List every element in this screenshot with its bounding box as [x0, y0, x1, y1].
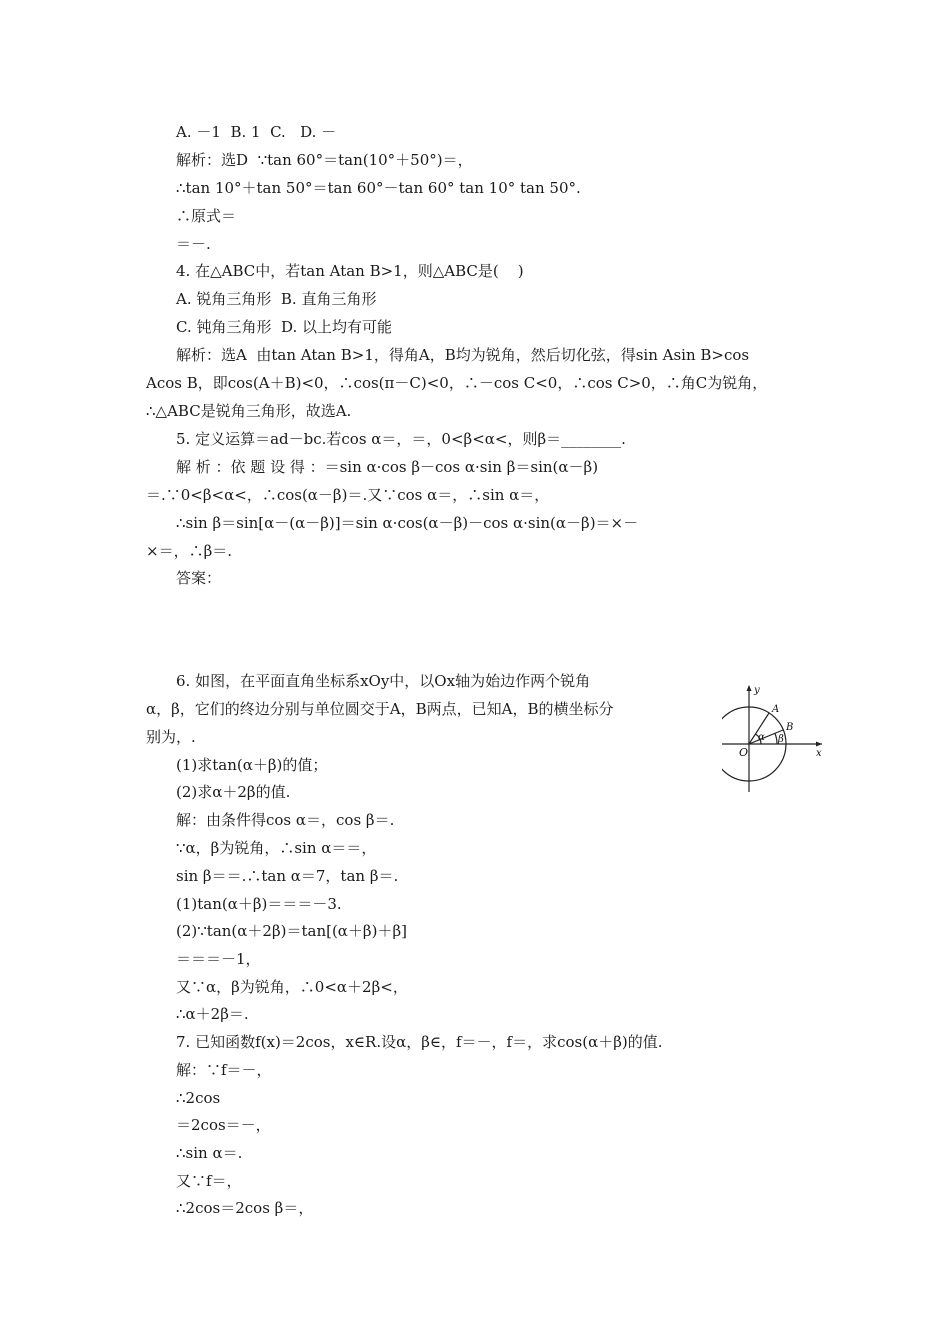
- q6-part-2: (2)求α＋2β的值.: [176, 783, 291, 801]
- q5-question: 5. 定义运算＝ad－bc.若cos α＝，＝，0<β<α<，则β＝________.: [176, 430, 626, 448]
- q6-question-line-2: α，β，它们的终边分别与单位圆交于A，B两点，已知A，B的横坐标分: [146, 700, 614, 718]
- point-b-label: B: [786, 722, 794, 733]
- q6-question-line-3: 别为，.: [146, 728, 196, 746]
- q6-solution-line-3: sin β＝＝.∴tan α＝7，tan β＝.: [176, 867, 399, 885]
- q3-solution-line-2: ∴tan 10°＋tan 50°＝tan 60°－tan 60° tan 10° tan 50°.: [176, 179, 581, 197]
- q3-options: A. －1 B. 1 C. D. －: [176, 123, 337, 141]
- q6-question-line-1: 6. 如图，在平面直角坐标系xOy中，以Ox轴为始边作两个锐角: [176, 672, 591, 690]
- q4-solution-line-1: 解析：选A 由tan Atan B>1，得角A，B均为锐角，然后切化弦，得sin Asin B>cos: [176, 346, 750, 364]
- q7-solution-line-5: 又∵f＝，: [176, 1172, 242, 1190]
- q4-question: 4. 在△ABC中，若tan Atan B>1，则△ABC是( ): [176, 262, 524, 280]
- angle-beta-arc: [775, 734, 777, 745]
- q5-solution-line-1: 解 析 ：依 题 设 得 ：＝sin α·cos β－cos α·sin β＝sin(α－β): [176, 458, 599, 476]
- q3-solution-line-3: ∴原式＝: [176, 207, 237, 225]
- q4-solution-line-2: Acos B，即cos(A＋B)<0，∴cos(π－C)<0，∴－cos C<0，∴cos C>0，∴角C为锐角，: [146, 374, 768, 392]
- q3-solution-line-1: 解析：选D ∵tan 60°＝tan(10°＋50°)＝，: [176, 151, 473, 169]
- q7-solution-line-1: 解：∵f＝－，: [176, 1061, 272, 1079]
- q5-answer-label: 答案：: [176, 569, 222, 587]
- q4-options-2: C. 钝角三角形 D. 以上均有可能: [176, 318, 393, 336]
- q6-solution-line-5: (2)∵tan(α＋2β)＝tan[(α＋β)＋β]: [176, 922, 407, 940]
- q6-solution-line-8: ∴α＋2β＝.: [176, 1005, 249, 1023]
- q6-solution-line-4: (1)tan(α＋β)＝＝＝－3.: [176, 895, 342, 913]
- q4-options-1: A. 锐角三角形 B. 直角三角形: [176, 290, 377, 308]
- q7-solution-line-4: ∴sin α＝.: [176, 1144, 243, 1162]
- origin-label: O: [739, 746, 749, 759]
- q6-solution-line-7: 又∵α，β为锐角，∴0<α＋2β<，: [176, 978, 408, 996]
- unit-circle-figure: [722, 682, 826, 794]
- q7-solution-line-3: ＝2cos＝－，: [176, 1116, 271, 1134]
- x-axis-arrow: [816, 742, 822, 747]
- q6-solution-line-2: ∵α，β为锐角，∴sin α＝＝，: [176, 839, 377, 857]
- q7-solution-line-6: ∴2cos＝2cos β＝，: [176, 1199, 314, 1217]
- alpha-label: α: [758, 732, 765, 743]
- q5-solution-line-4: ×＝，∴β＝.: [146, 542, 233, 560]
- q3-solution-line-4: ＝－.: [176, 235, 211, 253]
- q6-part-1: (1)求tan(α＋β)的值；: [176, 756, 328, 774]
- q4-solution-line-3: ∴△ABC是锐角三角形，故选A.: [146, 402, 352, 420]
- axis-x-label: x: [816, 748, 822, 759]
- q5-solution-line-2: ＝.∵0<β<α<，∴cos(α－β)＝.又∵cos α＝，∴sin α＝，: [146, 486, 550, 504]
- beta-label: β: [778, 734, 784, 745]
- q6-solution-line-6: ＝＝＝－1，: [176, 950, 261, 968]
- y-axis-arrow: [747, 685, 752, 691]
- q7-question: 7. 已知函数f(x)＝2cos，x∈R.设α，β∈，f＝－，f＝，求cos(α＋β)的值.: [176, 1033, 663, 1051]
- point-a-label: A: [772, 704, 780, 715]
- q7-solution-line-2: ∴2cos: [176, 1089, 221, 1107]
- axis-y-label: y: [754, 685, 760, 696]
- q5-solution-line-3: ∴sin β＝sin[α－(α－β)]＝sin α·cos(α－β)－cos α·sin(α－β)＝×－: [176, 514, 639, 532]
- q6-solution-line-1: 解：由条件得cos α＝，cos β＝.: [176, 811, 395, 829]
